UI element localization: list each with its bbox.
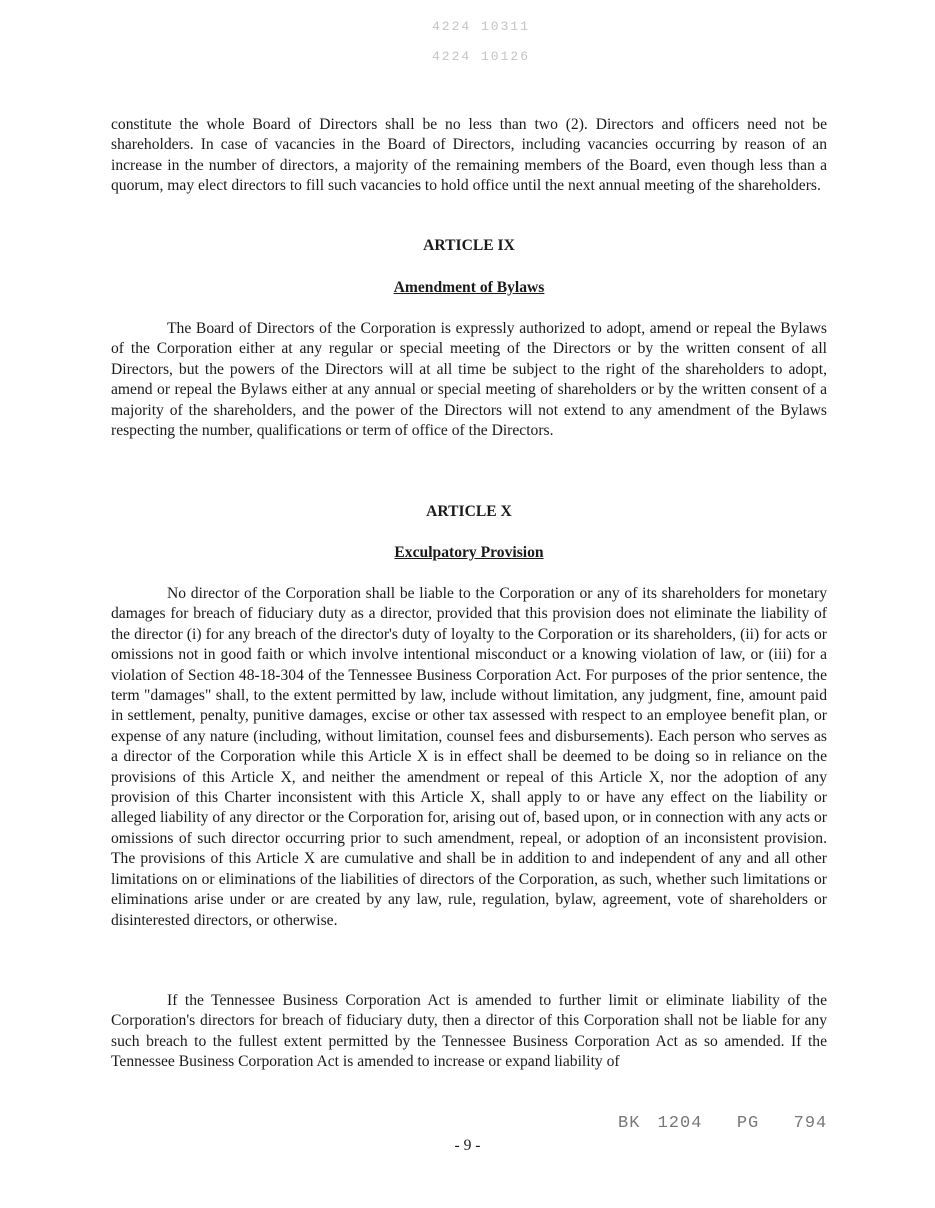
article-ix-title: ARTICLE IX [423,237,515,254]
article-ix-paragraph: The Board of Directors of the Corporation is expressly authorized to adopt, amend or repeal the Bylaws of the Corporation either at any regular or special meeting of the Directors or by the written consent of all Directors, but the powers of the Directors will at all time be subject to the right of the shareholders to adopt, amend or repeal the Bylaws either at any annual or special meeting of shareholders or by the written consent of a majority of the shareholders, and the power of the Directors will not extend to any amendment of the Bylaws respecting the number, qualifications or term of office of the Directors. [111,320,827,440]
article-x-subtitle: Exculpatory Provision [394,544,544,561]
page-number: - 9 - [454,1137,481,1154]
article-x-paragraph-2: If the Tennessee Business Corporation Act is amended to further limit or eliminate liability of the Corporation's directors for breach of fiduciary duty, then a director of this Corporation shall not be liable for any such breach to the fullest extent permitted by the Tennessee Business Corporation Act as so amended. If the Tennessee Business Corporation Act is amended to increase or expand liability of [111,992,827,1071]
intro-paragraph: constitute the whole Board of Directors shall be no less than two (2). Directors and officers need not be shareholders. In case of vacancies in the Board of Directors, including vacancies occurring by reason of an increase in the number of directors, a majority of the remaining members of the Board, even though less than a quorum, may elect directors to fill such vacancies to hold office until the next annual meeting of the shareholders. [111,116,827,195]
article-x-title: ARTICLE X [426,503,512,520]
intro-section [111,115,827,197]
article-ix-body [111,319,827,441]
article-ix-subtitle: Amendment of Bylaws [393,279,545,296]
article-x-body [111,584,827,931]
book-page-reference: BK 1204 PG 794 [618,1114,828,1133]
header-stamp-line-2: 4224 10126 [432,49,531,64]
article-x-body-continued [111,991,827,1073]
article-x-paragraph-1: No director of the Corporation shall be liable to the Corporation or any of its shareholders for monetary damages for breach of fiduciary duty as a director, provided that this provision does not eliminate the liability of the director (i) for any breach of the director's duty of loyalty to the Corporation or its shareholders, (ii) for acts or omissions not in good faith or which involve intentional misconduct or a knowing violation of law, or (iii) for a violation of Section 48-18-304 of the Tennessee Business Corporation Act. For purposes of the prior sentence, the term "damages" shall, to the extent permitted by law, include without limitation, any judgment, fine, amount paid in settlement, penalty, punitive damages, excise or other tax assessed with respect to an employee benefit plan, or expense of any nature (including, without limitation, counsel fees and disbursements). Each person who serves as a director of the Corporation while this Article X is in effect shall be deemed to be doing so in reliance on the provisions of this Article X, and neither the amendment or repeal of this Article X, nor the adoption of any provision of this Charter inconsistent with this Article X, shall apply to or have any effect on the liability or alleged liability of any director or the Corporation for, arising out of, based upon, or in connection with any acts or omissions of such director occurring prior to such amendment, repeal, or adoption of an inconsistent provision. The provisions of this Article X are cumulative and shall be in addition to and independent of any and all other limitations on or eliminations of the liabilities of directors of the Corporation, as such, whether such limitations or eliminations arise under or are created by any law, rule, regulation, bylaw, agreement, vote of shareholders or disinterested directors, or otherwise. [111,585,827,929]
header-stamp-line-1: 4224 10311 [432,19,531,34]
